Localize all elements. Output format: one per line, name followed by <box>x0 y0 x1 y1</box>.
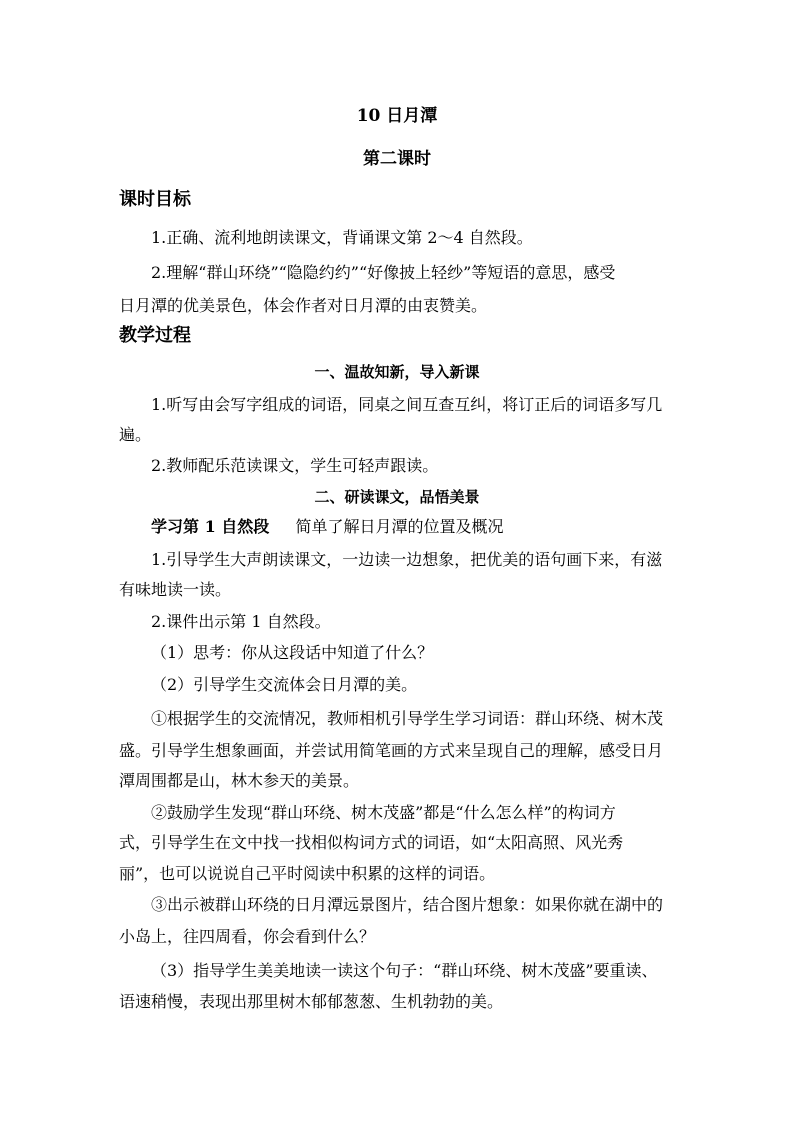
part-2-line-5: （2）引导学生交流体会日月潭的美。 <box>151 675 418 694</box>
part-2-line-11: 丽”，也可以说说自己平时阅读中积累的这样的词语。 <box>119 864 496 883</box>
part-2-line-9: ②鼓励学生发现“群山环绕、树木茂盛”都是“什么怎么样”的构词方 <box>151 803 616 822</box>
section-heading-process: 教学过程 <box>119 325 191 346</box>
part-1-title: 一、温故知新，导入新课 <box>314 363 480 381</box>
study-description: 简单了解日月潭的位置及概况 <box>295 517 504 536</box>
part-2-line-10: 式，引导学生在文中找一找相似构词方式的词语，如“太阳高照、风光秀 <box>119 833 624 852</box>
part-1-line-2: 遍。 <box>119 425 152 444</box>
part-2-line-14: （3）指导学生美美地读一读这个句子：“群山环绕、树木茂盛”要重读、 <box>151 961 658 980</box>
part-2-line-15: 语速稍慢，表现出那里树木郁郁葱葱、生机勃勃的美。 <box>119 992 504 1011</box>
document-subtitle: 第二课时 <box>363 149 431 169</box>
part-2-line-3: 2.课件出示第 1 自然段。 <box>151 612 331 631</box>
part-2-line-13: 小岛上，往四周看，你会看到什么？ <box>119 927 376 946</box>
section-heading-goals: 课时目标 <box>119 189 191 210</box>
goal-item-2-continued: 日月潭的优美景色，体会作者对日月潭的由衷赞美。 <box>119 296 488 315</box>
document-title: 10 日月潭 <box>356 106 438 126</box>
part-2-line-7: 盛。引导学生想象画面，并尝试用简笔画的方式来呈现自己的理解，感受日月 <box>119 741 664 760</box>
part-2-line-4: （1）思考：你从这段话中知道了什么？ <box>151 643 434 662</box>
part-2-line-6: ①根据学生的交流情况，教师相机引导学生学习词语：群山环绕、树木茂 <box>151 709 664 728</box>
goal-item-1: 1.正确、流利地朗读课文，背诵课文第 2～4 自然段。 <box>151 228 533 247</box>
part-1-line-1: 1.听写由会写字组成的词语，同桌之间互查互纠，将订正后的词语多写几 <box>151 395 663 414</box>
part-2-line-8: 潭周围都是山，林木参天的美景。 <box>119 771 360 790</box>
part-2-line-1: 1.引导学生大声朗读课文，一边读一边想象，把优美的语句画下来，有滋 <box>151 550 663 569</box>
part-2-line-2: 有味地读一读。 <box>119 580 232 599</box>
study-label: 学习第 1 自然段 <box>151 517 270 536</box>
part-2-title: 二、研读课文，品悟美景 <box>314 488 480 506</box>
part-1-line-3: 2.教师配乐范读课文，学生可轻声跟读。 <box>151 456 439 475</box>
part-2-line-12: ③出示被群山环绕的日月潭远景图片，结合图片想象：如果你就在湖中的 <box>151 895 664 914</box>
goal-item-2: 2.理解“群山环绕”“隐隐约约”“好像披上轻纱”等短语的意思，感受 <box>151 263 616 282</box>
study-paragraph-line <box>151 517 503 537</box>
